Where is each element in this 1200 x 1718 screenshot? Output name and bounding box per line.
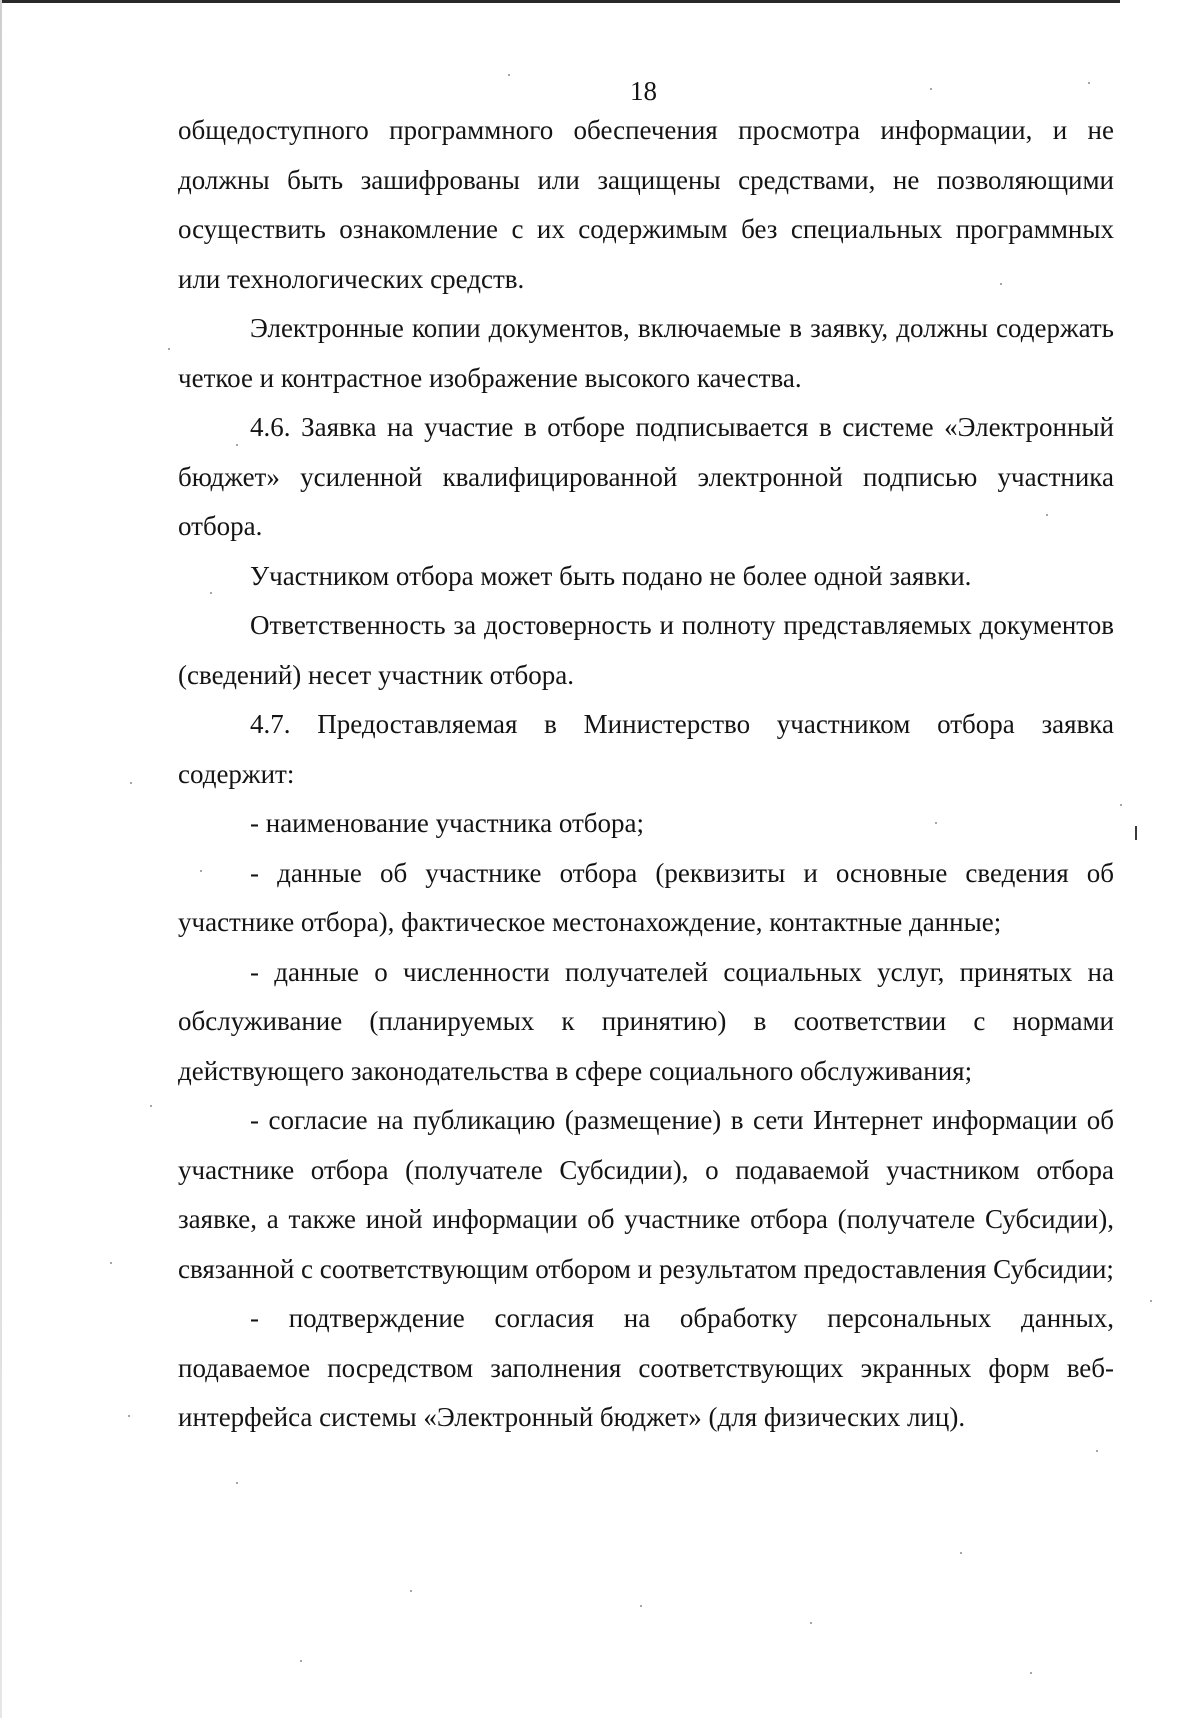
scan-speck (236, 1482, 238, 1484)
scan-speck (810, 1622, 812, 1624)
scan-speck (508, 74, 510, 76)
scan-speck (1088, 82, 1090, 84)
scan-top-edge (0, 0, 1120, 3)
scan-speck (640, 1605, 642, 1607)
paragraph-6: 4.7. Предоставляемая в Министерство участником отбора заявка содержит: (178, 709, 1114, 789)
paragraph-4: Участником отбора может быть подано не более одной заявки. (250, 560, 972, 591)
scan-speck (150, 1105, 152, 1107)
scan-speck (1150, 1300, 1152, 1302)
scan-speck (930, 88, 932, 90)
list-item-2: - данные об участнике отбора (реквизиты и основные сведения об участнике отбора), фактическое местонахождение, контактные данные; (178, 857, 1114, 937)
scan-speck (1000, 283, 1002, 285)
scan-speck (935, 822, 937, 824)
scan-speck (200, 870, 202, 872)
paragraph-3: 4.6. Заявка на участие в отборе подписывается в системе «Электронный бюджет» усиленной квалифицированной электронной подписью участника отбора. (178, 412, 1114, 541)
scan-mark (1135, 826, 1137, 840)
scan-speck (236, 444, 238, 446)
scan-speck (1120, 804, 1122, 806)
scan-left-edge (0, 0, 2, 1718)
list-item-5: - подтверждение согласия на обработку персональных данных, подаваемое посредством заполнения соответствующих экранных форм веб-интерфейса системы «Электронный бюджет» (для физических лиц). (178, 1303, 1114, 1432)
paragraph-2: Электронные копии документов, включаемые в заявку, должны содержать четкое и контрастное изображение высокого качества. (178, 313, 1114, 393)
list-item-4: - согласие на публикацию (размещение) в сети Интернет информации об участнике отбора (получателе Субсидии), о подаваемой участником отбора заявке, а также иной информации об участнике отбора (получателе Субсидии), связанной с соответствующим отбором и результатом предоставления Субсидии; (178, 1105, 1114, 1284)
scan-speck (1096, 1450, 1098, 1452)
page-number: 18 (630, 76, 657, 106)
scan-speck (960, 1552, 962, 1554)
scan-speck (410, 1590, 412, 1592)
scan-speck (130, 782, 132, 784)
paragraph-1: общедоступного программного обеспечения просмотра информации, и не должны быть зашифрованы или защищены средствами, не позволяющими осуществить ознакомление с их содержимым без специальных программных или технологических средств. (178, 115, 1114, 294)
scan-speck (300, 1660, 302, 1662)
scan-speck (128, 1415, 130, 1417)
document-body (178, 106, 1114, 1443)
scan-speck (110, 1262, 112, 1264)
list-item-1: - наименование участника отбора; (250, 808, 645, 838)
scan-speck (1030, 1672, 1032, 1674)
scan-speck (1046, 514, 1048, 516)
paragraph-5: Ответственность за достоверность и полноту представляемых документов (сведений) несет участник отбора. (178, 610, 1114, 690)
list-item-3: - данные о численности получателей социальных услуг, принятых на обслуживание (планируемых к принятию) в соответствии с нормами действующего законодательства в сфере социального обслуживания; (178, 956, 1114, 1086)
scan-speck (168, 348, 170, 350)
scan-speck (210, 592, 212, 594)
